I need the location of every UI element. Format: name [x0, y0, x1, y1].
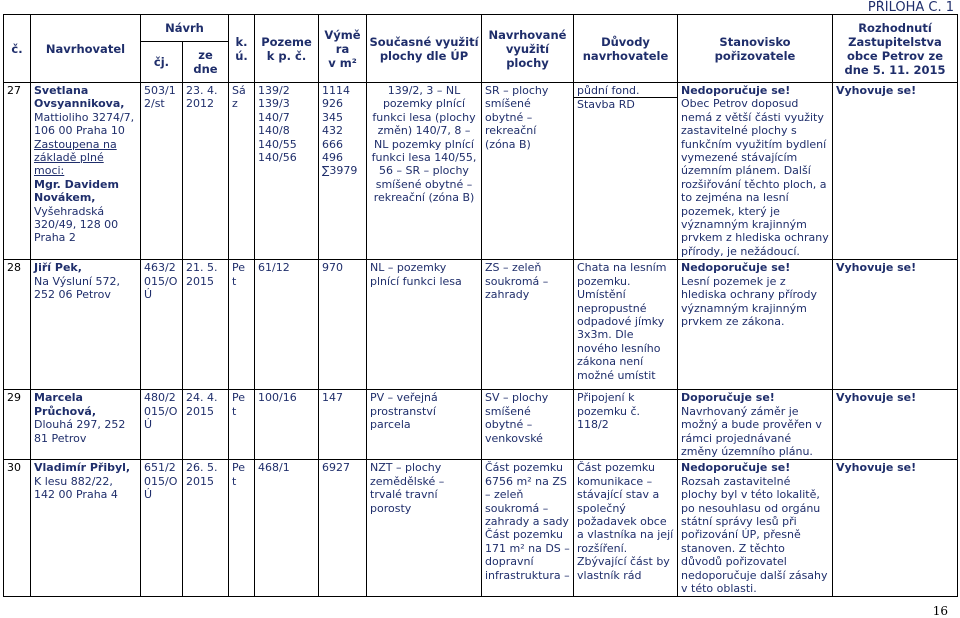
header-reasons: Důvody navrhovatele: [574, 15, 678, 83]
area-list: 6927: [319, 460, 367, 597]
header-proposal: Návrh: [141, 15, 229, 42]
header-no: č.: [4, 15, 31, 83]
parcel-list: 61/12: [255, 260, 319, 390]
header-parcel: Pozeme k p. č.: [255, 15, 319, 83]
opinion-title: Nedoporučuje se!: [681, 84, 791, 97]
table-row: [4, 83, 958, 260]
opinion-text: Obec Petrov doposud nemá z větší části využity zastavitelné plochy s funkčním využitím bydlení vymezené stávajícím územním plánem. Další rozšiřování těchto ploch, a to zejména na lesní pozemek, který je významným krajinným prvkem z hlediska ochrany přírody, je nežádoucí.: [681, 97, 829, 258]
proposer-address: Dlouhá 297, 252 81 Petrov: [34, 418, 126, 445]
opinion-text: Navrhovaný záměr je možný a bude prověřen v rámci projednávané změny územního plánu.: [681, 404, 822, 458]
proposer-address: Na Výsluní 572, 252 06 Petrov: [34, 274, 120, 302]
proposal-date: 21. 5. 2015: [183, 260, 229, 390]
proposer-cell: [31, 460, 141, 597]
current-use: 139/2, 3 – NL pozemky plnící funkci lesa (plochy změn) 140/7, 8 – NL pozemky plnící funkci lesa 140/55, 56 – SR – plochy smíšené obytné – rekreační (zóna B): [367, 83, 482, 260]
proposer-cell: [31, 83, 141, 260]
council-decision: Vyhovuje se!: [833, 390, 958, 460]
proposed-use: SR – plochy smíšené obytné – rekreační (zóna B): [482, 83, 574, 260]
proposed-use-part-2: Část pozemku 171 m² na DS – dopravní infrastruktura –: [485, 528, 570, 582]
opinion-cell: [678, 260, 833, 390]
proposed-use-part-1: Část pozemku 6756 m² na ZS – zeleň soukromá – zahrady a sady: [485, 461, 569, 528]
proposer-name: Svetlana Ovsyannikova,: [34, 84, 125, 111]
proposer-name: Jiří Pek,: [34, 261, 82, 275]
header-proposal-no: čj.: [141, 42, 183, 83]
cadastre: Sá z: [229, 83, 255, 260]
proposal-date: 23. 4. 2012: [183, 83, 229, 260]
opinion-title: Nedoporučuje se!: [681, 461, 791, 475]
parcel-list: 468/1: [255, 460, 319, 597]
reasons: Chata na lesním pozemku. Umístění nepropustné odpadové jímky 3x3m. Dle nového lesního zákona není možné umístit: [574, 260, 678, 390]
proposer-name: Vladimír Přibyl,: [34, 461, 131, 475]
cadastre: Pe t: [229, 260, 255, 390]
header-proposed-use: Navrhované využití plochy: [482, 15, 574, 83]
representative-name: Mgr. Davidem Novákem,: [34, 177, 119, 205]
council-decision: Vyhovuje se!: [833, 460, 958, 597]
opinion-cell: [678, 83, 833, 260]
proposal-date: 24. 4. 2015: [183, 390, 229, 460]
reasons-top: půdní fond.: [577, 84, 640, 97]
header-proposer: Navrhovatel: [31, 15, 141, 83]
current-use: PV – veřejná prostranství parcela: [367, 390, 482, 460]
council-decision: Vyhovuje se!: [833, 260, 958, 390]
current-use: NL – pozemky plnící funkci lesa: [367, 260, 482, 390]
proposer-address: Mattioliho 3274/7, 106 00 Praha 10: [34, 110, 135, 138]
row-number: 28: [4, 260, 31, 390]
proposed-use: ZS – zeleň soukromá – zahrady: [482, 260, 574, 390]
opinion-title: Doporučuje se!: [681, 391, 775, 405]
header-opinion: Stanovisko pořizovatele: [678, 15, 833, 83]
area-list: 1114 926 345 432 666 496 ∑3979: [319, 83, 367, 260]
opinion-cell: [678, 460, 833, 597]
table-row: [4, 390, 958, 460]
reasons-cell: [574, 83, 678, 260]
opinion-cell: [678, 390, 833, 460]
proposals-table: [3, 14, 958, 597]
proposer-name: Marcela Průchová,: [34, 391, 96, 418]
proposed-use: SV – plochy smíšené obytné – venkovské: [482, 390, 574, 460]
representative-address: Vyšehradská 320/49, 128 00 Praha 2: [34, 204, 119, 245]
reasons: Stavba RD: [574, 97, 677, 111]
header-cadastre: k. ú.: [229, 15, 255, 83]
row-number: 29: [4, 390, 31, 460]
table-row: [4, 260, 958, 390]
current-use: NZT – plochy zemědělské – trvalé travní porosty: [367, 460, 482, 597]
parcel-list: 100/16: [255, 390, 319, 460]
ref-no: 480/2 015/O Ú: [141, 390, 183, 460]
header-current-use: Současné využití plochy dle ÚP: [367, 15, 482, 83]
proposed-use-cell: [482, 460, 574, 597]
attachment-label: PŘÍLOHA Č. 1: [867, 0, 954, 15]
council-decision: Vyhovuje se!: [833, 83, 958, 260]
cadastre: Pe t: [229, 390, 255, 460]
table-row: [4, 460, 958, 597]
ref-no: 503/1 2/st: [141, 83, 183, 260]
row-number: 30: [4, 460, 31, 597]
row-number: 27: [4, 83, 31, 260]
opinion-text: Lesní pozemek je z hlediska ochrany přírody významným krajinným prvkem ze zákona.: [681, 274, 818, 328]
opinion-title: Nedoporučuje se!: [681, 261, 791, 275]
area-list: 147: [319, 390, 367, 460]
header-council-decision: Rozhodnutí Zastupitelstva obce Petrov ze dne 5. 11. 2015: [833, 15, 958, 83]
proposer-cell: [31, 260, 141, 390]
represented-label: Zastoupena na základě plné moci:: [34, 137, 117, 178]
header-proposal-date: ze dne: [183, 42, 229, 83]
area-list: 970: [319, 260, 367, 390]
ref-no: 651/2 015/O Ú: [141, 460, 183, 597]
header-area: Výmě ra v m²: [319, 15, 367, 83]
reasons: Část pozemku komunikace – stávající stav a společný požadavek obce a vlastníka na její rozšíření. Zbývající část by vlastník rád: [574, 460, 678, 597]
ref-no: 463/2 015/O Ú: [141, 260, 183, 390]
page-number: 16: [932, 604, 948, 618]
proposer-address: K lesu 882/22, 142 00 Praha 4: [34, 474, 118, 502]
opinion-text: Rozsah zastavitelné plochy byl v této lokalitě, po nesouhlasu od orgánu státní správy lesů při pořizování ÚP, přesně stanoven. Z těchto důvodů pořizovatel nedoporučuje další zásahy v této oblasti.: [681, 474, 828, 595]
reasons: Připojení k pozemku č. 118/2: [574, 390, 678, 460]
parcel-list: 139/2 139/3 140/7 140/8 140/55 140/56: [255, 83, 319, 260]
proposer-cell: [31, 390, 141, 460]
proposal-date: 26. 5. 2015: [183, 460, 229, 597]
cadastre: Pe t: [229, 460, 255, 597]
